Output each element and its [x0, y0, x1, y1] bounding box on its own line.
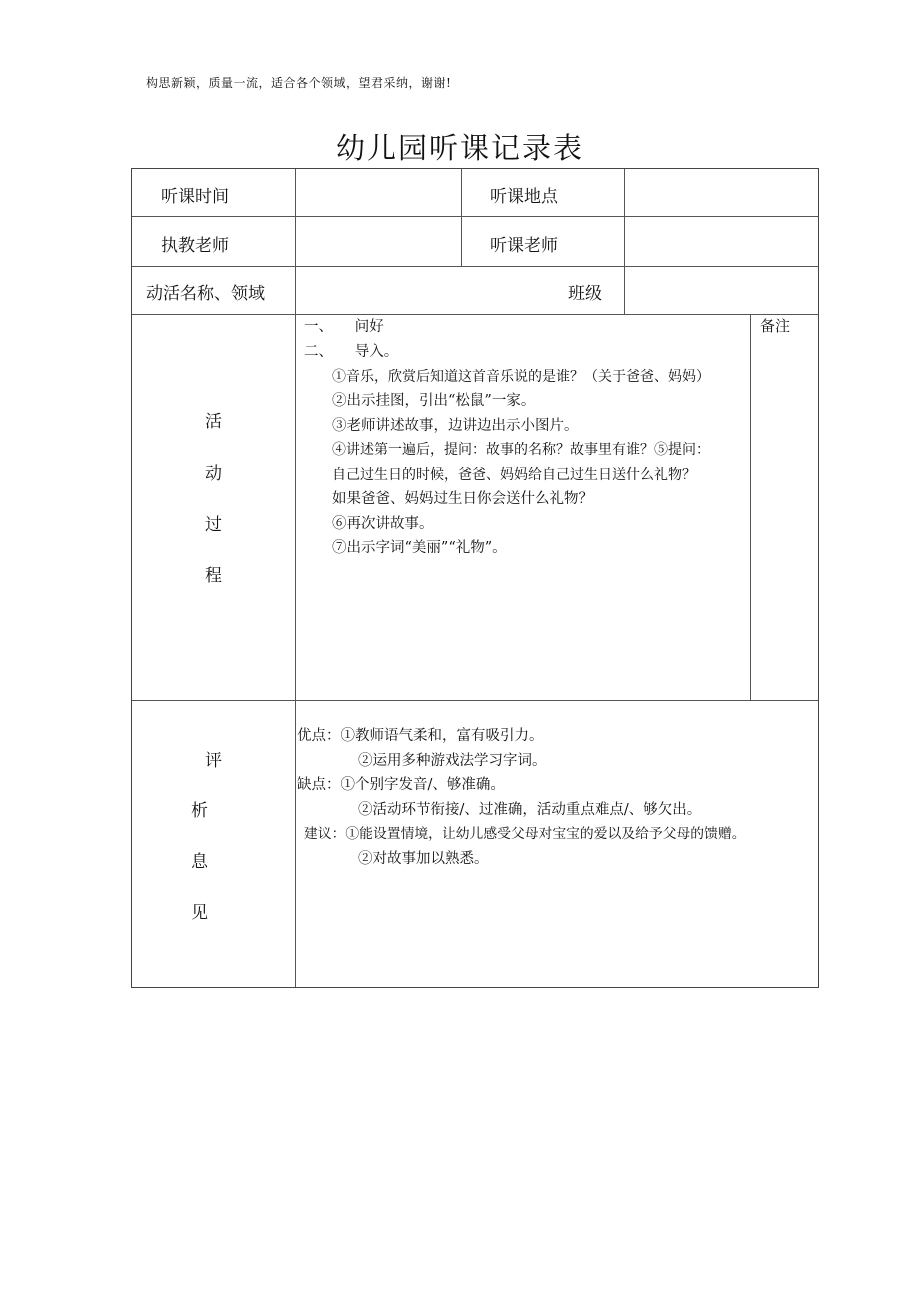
label-lesson-location: 听课地点 — [490, 187, 558, 207]
process-label-char: 程 — [205, 566, 222, 586]
label-teaching-teacher: 执教老师 — [161, 236, 229, 256]
column-divider — [624, 169, 625, 314]
page-title: 幼儿园听课记录表 — [335, 131, 584, 165]
review-label-char: 息 — [191, 852, 208, 872]
process-line: ①音乐，欣赏后知道这首音乐说的是谁？（关于爸爸、妈妈） — [332, 369, 710, 385]
review-line: 缺点：①个别字发音/、够准确。 — [297, 777, 505, 793]
review-line: ②运用多种游戏法学习字词。 — [358, 753, 547, 769]
review-label-char: 评 — [205, 751, 222, 771]
process-label-char: 过 — [205, 515, 222, 535]
remark-divider — [750, 314, 751, 700]
process-line: ④讲述第一遍后，提问：故事的名称？故事里有谁？⑤提问： — [332, 442, 710, 458]
review-label-char: 析 — [191, 801, 208, 821]
review-label-char: 见 — [191, 903, 208, 923]
process-label-char: 动 — [205, 464, 222, 484]
review-line: ②对故事加以熟悉。 — [358, 851, 489, 867]
process-label-char: 活 — [205, 412, 222, 432]
row-divider — [132, 216, 818, 217]
record-table — [131, 168, 819, 988]
process-line: ⑥再次讲故事。 — [332, 516, 434, 532]
process-line: 如果爸爸、妈妈过生日你会送什么礼物？ — [332, 491, 593, 507]
label-activity-name: 动活名称、领域 — [146, 284, 265, 304]
process-line: ⑦出示字词“美丽”“礼物”。 — [332, 540, 507, 556]
row-divider — [132, 314, 818, 315]
row-divider — [132, 266, 818, 267]
column-divider — [461, 169, 462, 266]
process-line: ②出示挂图，引出“松鼠”一家。 — [332, 393, 536, 409]
process-line: ③老师讲述故事，边讲边出示小图片。 — [332, 418, 579, 434]
process-line: 二、 导入。 — [304, 344, 399, 360]
process-line: 一、 问好 — [304, 319, 384, 335]
review-line: 优点：①教师语气柔和，富有吸引力。 — [297, 728, 544, 744]
label-observing-teacher: 听课老师 — [490, 236, 558, 256]
label-lesson-time: 听课时间 — [161, 187, 229, 207]
review-line: ②活动环节衔接/、过准确，活动重点难点/、够欠出。 — [358, 802, 702, 818]
header-note: 构思新颖，质量一流，适合各个领域，望君采纳，谢谢! — [146, 76, 452, 90]
label-class: 班级 — [568, 284, 602, 304]
review-line: 建议：①能设置情境，让幼儿感受父母对宝宝的爱以及给予父母的馈赠。 — [304, 826, 746, 842]
remark-label: 备注 — [760, 317, 791, 335]
row-divider — [132, 700, 818, 701]
column-divider — [295, 169, 296, 987]
process-line: 自己过生日的时候，爸爸、妈妈给自己过生日送什么礼物？ — [332, 467, 696, 483]
